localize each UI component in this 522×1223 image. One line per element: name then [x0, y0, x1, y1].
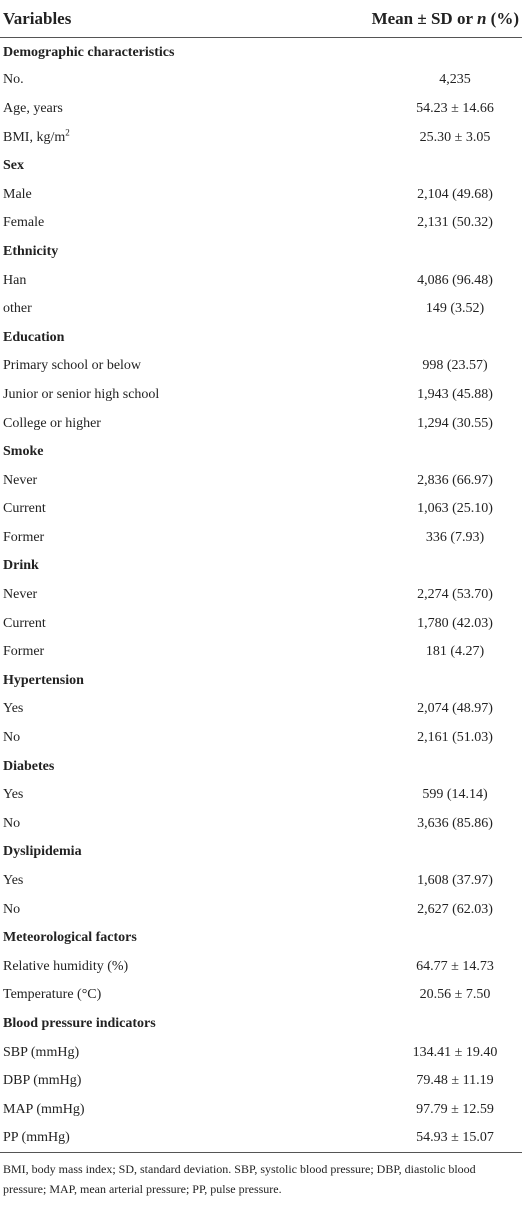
- table-row: [0, 895, 522, 924]
- row-label-text: SBP (mmHg): [3, 1044, 80, 1060]
- row-label-text: Primary school or below: [3, 358, 142, 374]
- row-label-superscript: 2: [65, 126, 70, 137]
- row-label-text: Yes: [3, 701, 24, 717]
- row-label-text: Female: [3, 215, 45, 231]
- row-label: [0, 381, 300, 410]
- header-mean-sd: [300, 0, 522, 38]
- table-row: [0, 953, 522, 982]
- section-header-row: [0, 38, 522, 67]
- row-value: 3,636 (85.86): [417, 815, 493, 831]
- row-label: [0, 895, 300, 924]
- row-label: [0, 238, 300, 267]
- row-label: [0, 180, 300, 209]
- row-label-text: Drink: [3, 558, 39, 574]
- row-value: 134.41 ± 19.40: [412, 1044, 498, 1060]
- row-value: 998 (23.57): [422, 358, 488, 374]
- row-value: [300, 1010, 522, 1039]
- table-row: [0, 1124, 522, 1153]
- row-value: [300, 238, 522, 267]
- row-label: [0, 552, 300, 581]
- table-row: [0, 981, 522, 1010]
- row-value: 54.93 ± 15.07: [300, 1124, 522, 1153]
- row-label: [0, 295, 300, 324]
- row-value: 2,074 (48.97): [417, 701, 493, 717]
- row-label-text: Male: [3, 186, 32, 202]
- row-label-text: Relative humidity (%): [3, 958, 129, 974]
- row-value: 336 (7.93): [425, 529, 485, 545]
- table-row: [0, 581, 522, 610]
- row-label: [0, 495, 300, 524]
- row-value: 1,943 (45.88): [417, 386, 493, 402]
- row-value: [300, 838, 522, 867]
- row-label-text: BMI, kg/m: [3, 129, 66, 145]
- header-mean-italic: n: [476, 8, 487, 28]
- row-label: [0, 810, 300, 839]
- row-label-text: No.: [3, 72, 24, 88]
- row-value: 149 (3.52): [425, 301, 485, 317]
- section-header-row: [0, 924, 522, 953]
- row-label-text: Never: [3, 587, 38, 603]
- row-label-text: Temperature (°C): [3, 987, 102, 1003]
- row-label-text: Diabetes: [3, 758, 55, 774]
- row-label: [0, 438, 300, 467]
- row-value: 599 (14.14): [422, 787, 488, 803]
- table-row: [0, 409, 522, 438]
- row-value: 1,608 (37.97): [417, 873, 493, 889]
- row-label: [0, 1067, 300, 1096]
- row-label: [0, 409, 300, 438]
- header-mean-suffix: (%): [486, 8, 519, 28]
- row-label: [0, 466, 300, 495]
- row-value: 1,063 (25.10): [417, 501, 493, 517]
- row-label-text: Age, years: [3, 100, 63, 116]
- row-label-text: Former: [3, 529, 45, 545]
- row-label-text: Smoke: [3, 444, 44, 460]
- row-value: 20.56 ± 7.50: [419, 987, 491, 1003]
- row-label: [0, 581, 300, 610]
- section-header-row: [0, 838, 522, 867]
- row-label-text: DBP (mmHg): [3, 1073, 82, 1089]
- row-value: 2,836 (66.97): [417, 472, 493, 488]
- row-label: [0, 695, 300, 724]
- row-label-text: Ethnicity: [3, 243, 59, 259]
- row-value: 181 (4.27): [425, 644, 485, 660]
- row-label: [0, 38, 300, 67]
- row-value: 54.23 ± 14.66: [416, 100, 494, 116]
- table-row: [0, 1095, 522, 1124]
- section-header-row: [0, 238, 522, 267]
- header-variables: Variables: [0, 0, 300, 38]
- row-label: [0, 781, 300, 810]
- row-value: 2,274 (53.70): [417, 587, 493, 603]
- row-value: [300, 323, 522, 352]
- section-header-row: [0, 752, 522, 781]
- section-header-row: [0, 552, 522, 581]
- row-label-text: Yes: [3, 873, 24, 889]
- row-label: [0, 266, 300, 295]
- row-label-text: Former: [3, 644, 45, 660]
- row-label: [0, 981, 300, 1010]
- row-label: [0, 1038, 300, 1067]
- row-label-text: Junior or senior high school: [3, 386, 160, 402]
- table-row: [0, 524, 522, 553]
- table-row: [0, 495, 522, 524]
- row-value: 1,294 (30.55): [417, 415, 493, 431]
- row-label-text: College or higher: [3, 415, 101, 431]
- row-label: [0, 66, 300, 95]
- table-row: [0, 180, 522, 209]
- row-label: [0, 953, 300, 982]
- table-footnote: BMI, body mass index; SD, standard deviation. SBP, systolic blood pressure; DBP, diastolic blood pressure; MAP, mean arterial pressure; PP, pulse pressure.: [3, 1162, 476, 1197]
- row-value: [300, 667, 522, 696]
- row-value: 1,780 (42.03): [417, 615, 493, 631]
- section-header-row: [0, 667, 522, 696]
- row-label-text: Dyslipidemia: [3, 844, 82, 860]
- row-label: [0, 724, 300, 753]
- section-header-row: [0, 438, 522, 467]
- row-label: [0, 924, 300, 953]
- row-label: [0, 352, 300, 381]
- row-label-text: Current: [3, 615, 46, 631]
- row-label-text: No: [3, 730, 21, 746]
- table-row: [0, 781, 522, 810]
- row-label: [0, 1124, 300, 1153]
- row-value: 4,235: [439, 72, 471, 88]
- row-label-text: Han: [3, 272, 27, 288]
- row-label: [0, 867, 300, 896]
- section-header-row: [0, 152, 522, 181]
- header-mean-prefix: Mean ± SD or: [371, 8, 477, 28]
- row-label: [0, 123, 300, 152]
- row-label-text: Never: [3, 472, 38, 488]
- table-row: [0, 609, 522, 638]
- row-label-text: Sex: [3, 158, 24, 174]
- row-label: [0, 609, 300, 638]
- table-row: [0, 95, 522, 124]
- row-label: [0, 95, 300, 124]
- row-value: 2,131 (50.32): [417, 215, 493, 231]
- row-label: [0, 752, 300, 781]
- row-label-text: No: [3, 815, 21, 831]
- row-value: 64.77 ± 14.73: [416, 958, 494, 974]
- row-label-text: Blood pressure indicators: [3, 1015, 156, 1031]
- table-header: [0, 0, 522, 38]
- section-header-row: [0, 323, 522, 352]
- row-value: [300, 552, 522, 581]
- table-row: [0, 466, 522, 495]
- table-row: [0, 638, 522, 667]
- row-label: [0, 209, 300, 238]
- row-label-text: PP (mmHg): [3, 1130, 70, 1146]
- row-label-text: Yes: [3, 787, 24, 803]
- section-header-row: [0, 1010, 522, 1039]
- table-row: [0, 1067, 522, 1096]
- table-row: [0, 66, 522, 95]
- table-row: [0, 209, 522, 238]
- row-value: [300, 924, 522, 953]
- row-label-text: Meteorological factors: [3, 930, 137, 946]
- table-row: [0, 123, 522, 152]
- row-value: 25.30 ± 3.05: [419, 129, 491, 145]
- table-row: [0, 381, 522, 410]
- row-label: [0, 638, 300, 667]
- row-value: 97.79 ± 12.59: [416, 1101, 494, 1117]
- row-label: [0, 838, 300, 867]
- table-row: [0, 352, 522, 381]
- row-label-text: MAP (mmHg): [3, 1101, 85, 1117]
- table-row: [0, 867, 522, 896]
- table-row: [0, 1038, 522, 1067]
- table-body: [0, 38, 522, 1153]
- row-label: [0, 667, 300, 696]
- row-label: [0, 524, 300, 553]
- row-value: [300, 152, 522, 181]
- row-value: 79.48 ± 11.19: [416, 1073, 494, 1089]
- row-label: [0, 152, 300, 181]
- row-label: [0, 1095, 300, 1124]
- table-row: [0, 295, 522, 324]
- row-label-text: Current: [3, 501, 46, 517]
- table-row: [0, 724, 522, 753]
- row-label: [0, 323, 300, 352]
- row-value: 2,104 (49.68): [417, 186, 493, 202]
- row-label-text: Education: [3, 329, 65, 345]
- row-label-text: No: [3, 901, 21, 917]
- row-value: 4,086 (96.48): [417, 272, 493, 288]
- row-label-text: Hypertension: [3, 672, 84, 688]
- row-label-text: other: [3, 301, 32, 317]
- row-value: 2,627 (62.03): [417, 901, 493, 917]
- table-row: [0, 810, 522, 839]
- row-label-text: Demographic characteristics: [3, 45, 175, 61]
- table-row: [0, 695, 522, 724]
- row-value: [300, 38, 522, 67]
- header-row: [0, 0, 522, 38]
- row-value: 2,161 (51.03): [417, 730, 493, 746]
- table-row: [0, 266, 522, 295]
- row-value: [300, 752, 522, 781]
- row-value: [300, 438, 522, 467]
- row-label: [0, 1010, 300, 1039]
